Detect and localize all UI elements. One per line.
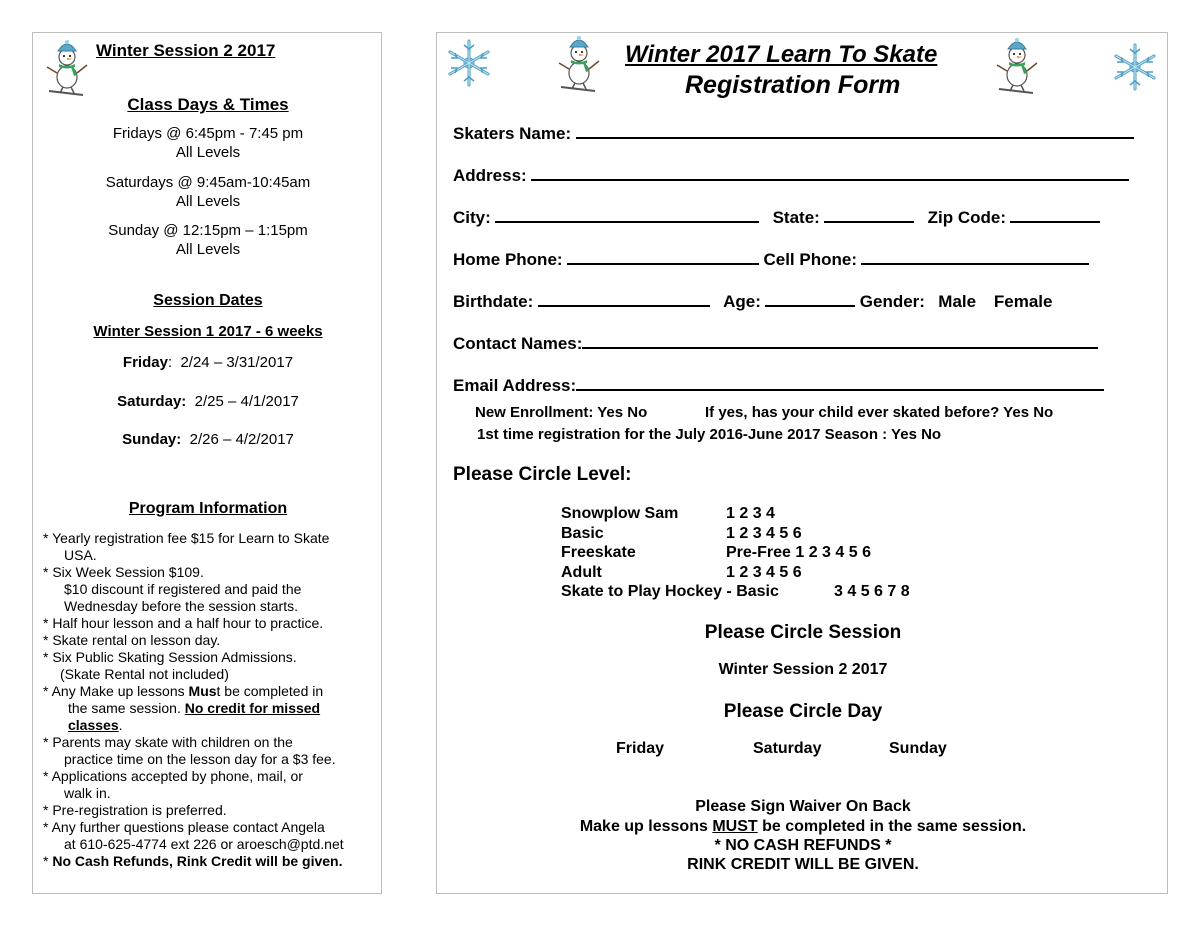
phone-row	[453, 249, 1089, 270]
level-options[interactable]: 1 2 3 4	[726, 505, 775, 522]
circle-day-heading: Please Circle Day	[723, 701, 883, 722]
home-phone-input-line[interactable]	[567, 249, 759, 265]
date-row	[33, 431, 383, 448]
date-day: Sunday:	[122, 431, 182, 448]
first-time-question[interactable]: 1st time registration for the July 2016-June 2017 Season : Yes No	[477, 426, 942, 443]
session-title: Winter Session 2 2017	[96, 41, 276, 60]
no-refunds-note: * NO CASH REFUNDS *	[714, 837, 892, 854]
program-line: $10 discount if registered and paid the	[64, 581, 302, 597]
program-line: at 610-625-4774 ext 226 or aroesch@ptd.net	[64, 836, 344, 852]
address-input-line[interactable]	[531, 165, 1129, 181]
program-line: * Yearly registration fee $15 for Learn to Skate	[43, 530, 330, 546]
birthdate-input-line[interactable]	[538, 291, 710, 307]
skater-name-label: Skaters Name:	[453, 124, 572, 143]
program-info-panel	[32, 32, 382, 894]
age-label: Age:	[723, 292, 761, 311]
snowflake-icon	[445, 39, 493, 87]
date-row	[33, 393, 383, 410]
day-option-saturday[interactable]: Saturday	[753, 740, 822, 757]
program-line: * Half hour lesson and a half hour to practice.	[43, 615, 324, 631]
new-enrollment-question[interactable]: New Enrollment: Yes No	[475, 404, 648, 421]
session-option[interactable]: Winter Session 2 2017	[718, 661, 888, 678]
makeup-note: Make up lessons MUST be completed in the same session.	[579, 818, 1027, 835]
program-line: * Any Make up lessons Must be completed in	[43, 683, 324, 699]
level-options[interactable]: 1 2 3 4 5 6	[726, 525, 802, 542]
birthdate-label: Birthdate:	[453, 292, 534, 311]
level-options[interactable]: 3 4 5 6 7 8	[834, 583, 910, 600]
class-levels: All Levels	[175, 144, 241, 161]
class-levels: All Levels	[175, 241, 241, 258]
program-line: * Pre-registration is preferred.	[43, 802, 227, 818]
date-range: 2/25 – 4/1/2017	[194, 393, 299, 410]
level-name: Basic	[561, 525, 604, 542]
class-levels: All Levels	[175, 193, 241, 210]
level-name: Adult	[561, 564, 602, 581]
program-line: * Six Public Skating Session Admissions.	[43, 649, 297, 665]
gender-female-option[interactable]: Female	[993, 292, 1053, 311]
zip-label: Zip Code:	[927, 208, 1006, 227]
skater-name-input-line[interactable]	[576, 123, 1134, 139]
circle-session-heading: Please Circle Session	[704, 622, 902, 643]
program-line: * No Cash Refunds, Rink Credit will be given.	[43, 853, 343, 869]
age-input-line[interactable]	[765, 291, 855, 307]
day-option-friday[interactable]: Friday	[616, 740, 665, 757]
address-label: Address:	[453, 166, 527, 185]
form-title: Winter 2017 Learn To Skate	[625, 41, 938, 68]
snowflake-icon	[1111, 43, 1159, 91]
program-line: * Any further questions please contact Angela	[43, 819, 325, 835]
program-line: (Skate Rental not included)	[60, 666, 229, 682]
program-line: * Applications accepted by phone, mail, or	[43, 768, 303, 784]
registration-form-panel	[436, 32, 1168, 894]
zip-input-line[interactable]	[1010, 207, 1100, 223]
birthdate-row	[453, 291, 1052, 312]
program-line: * Skate rental on lesson day.	[43, 632, 221, 648]
program-line: the same session. No credit for missed	[68, 700, 321, 716]
program-line: practice time on the lesson day for a $3 fee.	[64, 751, 336, 767]
level-name: Snowplow Sam	[561, 505, 679, 522]
session-subheading: Winter Session 1 2017 - 6 weeks	[93, 323, 323, 340]
rink-credit-note: RINK CREDIT WILL BE GIVEN.	[687, 856, 919, 873]
program-heading: Program Information	[128, 500, 288, 517]
gender-label: Gender:	[859, 292, 925, 311]
program-line: * Parents may skate with children on the	[43, 734, 293, 750]
class-time: Sunday @ 12:15pm – 1:15pm	[108, 222, 308, 239]
email-field[interactable]	[453, 375, 1104, 396]
program-line: classes.	[68, 717, 123, 733]
email-input-line[interactable]	[576, 375, 1104, 391]
level-name: Skate to Play Hockey - Basic	[561, 583, 779, 600]
level-options[interactable]: Pre-Free 1 2 3 4 5 6	[726, 544, 871, 561]
circle-level-heading: Please Circle Level:	[453, 464, 632, 485]
program-line: * Six Week Session $109.	[43, 564, 204, 580]
contact-names-label: Contact Names:	[453, 334, 583, 353]
snowman-icon	[993, 37, 1041, 97]
class-time: Fridays @ 6:45pm - 7:45 pm	[112, 125, 304, 142]
contact-names-field[interactable]	[453, 333, 1098, 354]
program-line: walk in.	[64, 785, 111, 801]
level-name: Freeskate	[561, 544, 636, 561]
date-range: 2/24 – 3/31/2017	[180, 354, 294, 371]
program-line: Wednesday before the session starts.	[64, 598, 298, 614]
skater-name-field[interactable]	[453, 123, 1134, 144]
contact-names-input-line[interactable]	[582, 333, 1098, 349]
gender-male-option[interactable]: Male	[938, 292, 977, 311]
home-phone-label: Home Phone:	[453, 250, 563, 269]
date-row: Friday: 2/24 – 3/31/2017	[122, 354, 294, 371]
program-line: USA.	[64, 547, 97, 563]
level-options[interactable]: 1 2 3 4 5 6	[726, 564, 802, 581]
address-field[interactable]	[453, 165, 1129, 186]
session-dates-heading: Session Dates	[153, 292, 263, 309]
snowman-icon	[555, 35, 603, 95]
snowman-icon	[43, 39, 91, 99]
waiver-note: Please Sign Waiver On Back	[695, 798, 911, 815]
day-option-sunday[interactable]: Sunday	[889, 740, 947, 757]
cell-phone-input-line[interactable]	[861, 249, 1089, 265]
city-input-line[interactable]	[495, 207, 759, 223]
city-label: City:	[453, 208, 491, 227]
date-day: Saturday:	[117, 393, 187, 410]
state-label: State:	[772, 208, 820, 227]
form-subtitle: Registration Form	[685, 71, 901, 99]
skated-before-question[interactable]: If yes, has your child ever skated before? Yes No	[705, 404, 1054, 421]
city-state-zip-row	[453, 207, 1100, 228]
class-time: Saturdays @ 9:45am-10:45am	[105, 174, 311, 191]
email-label: Email Address:	[453, 376, 577, 395]
cell-phone-label: Cell Phone:	[763, 250, 857, 269]
date-range: 2/26 – 4/2/2017	[189, 431, 294, 448]
class-days-heading: Class Days & Times	[127, 95, 289, 114]
date-day: Friday	[122, 354, 168, 371]
state-input-line[interactable]	[824, 207, 914, 223]
